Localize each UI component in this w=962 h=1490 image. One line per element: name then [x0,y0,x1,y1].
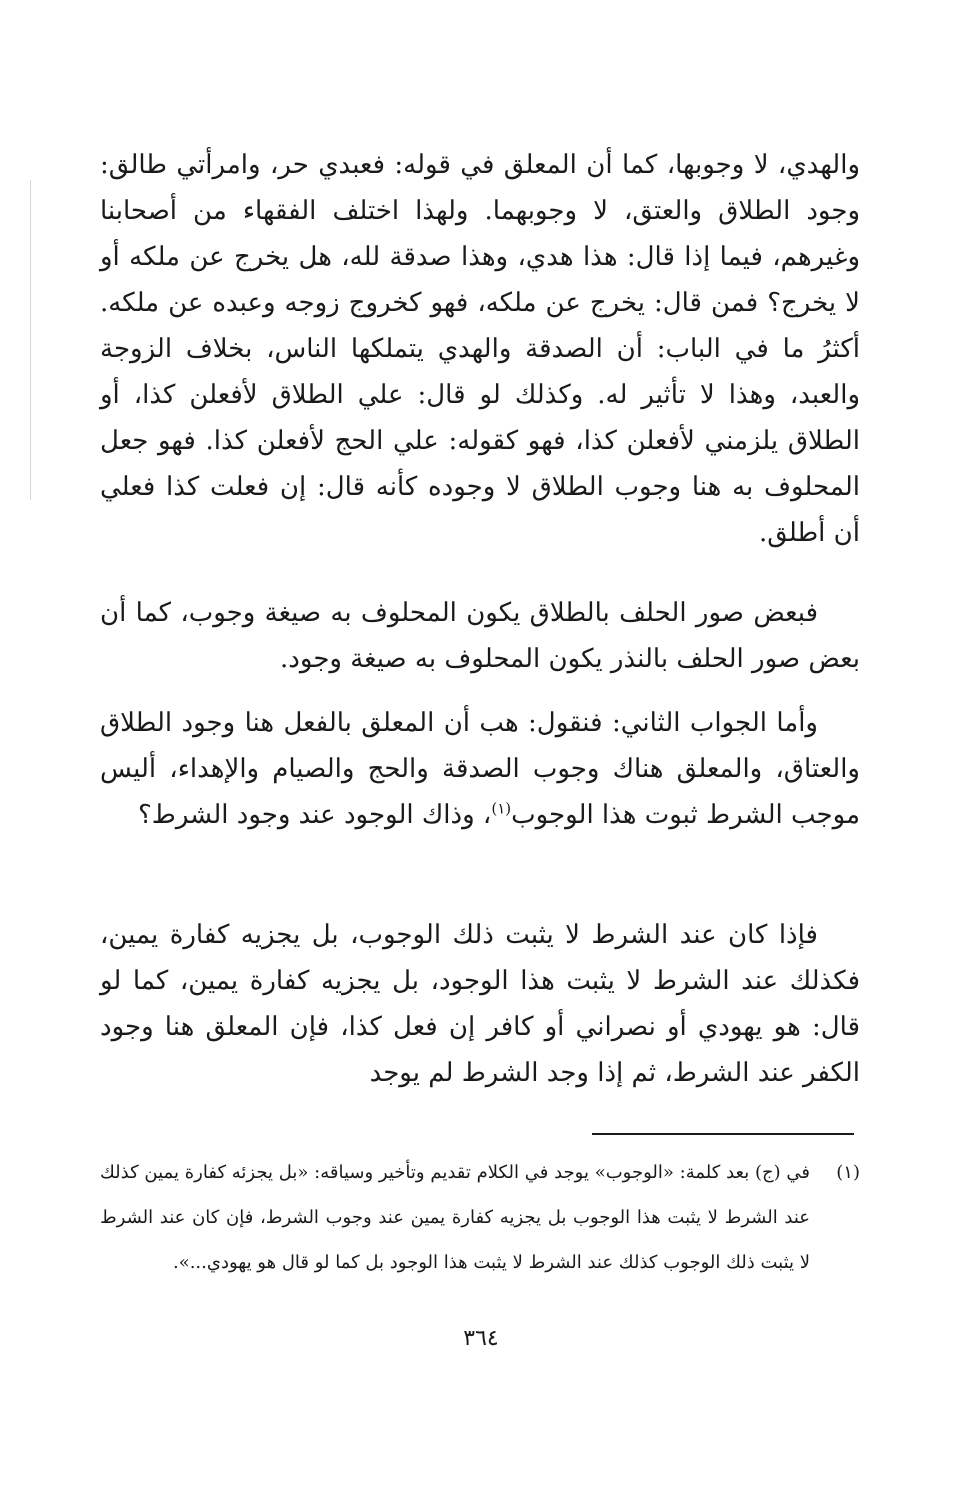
footnote-separator [592,1133,854,1135]
paragraph-2-text: فبعض صور الحلف بالطلاق يكون المحلوف به صيغة وجوب، كما أن بعض صور الحلف بالنذر يكون المحلوف به صيغة وجود. [100,598,860,674]
paragraph-3-after-ref: ، وذاك الوجود عند وجود الشرط؟ [137,800,492,830]
scan-margin-line [30,180,31,500]
paragraph-1 [100,142,860,556]
footnote-text: في (ج) بعد كلمة: «الوجوب» يوجد في الكلام تقديم وتأخير وسياقه: «بل يجزئه كفارة يمين كذلك عند الشرط لا يثبت هذا الوجوب بل يجزيه كفارة يمين عند وجوب الشرط، فإن كان عند الشرط لا يثبت ذلك الوجوب كذلك عند الشرط لا يثبت هذا الوجود بل كما لو قال هو يهودي...». [100,1162,810,1273]
page-number: ٣٦٤ [463,1326,499,1351]
footnote-reference[interactable]: (١) [491,799,512,818]
paragraph-3 [100,700,860,838]
paragraph-1-text: والهدي، لا وجوبها، كما أن المعلق في قوله: فعبدي حر، وامرأتي طالق: وجود الطلاق والعتق، لا وجوبهما. ولهذا اختلف الفقهاء من أصحابنا وغيرهم، فيما إذا قال: هذا هدي، وهذا صدقة لله، هل يخرج عن ملكه أو لا يخرج؟ فمن قال: يخرج عن ملكه، فهو كخروج زوجه وعبده عن ملكه. أكثرُ ما في الباب: أن الصدقة والهدي يتملكها الناس، بخلاف الزوجة والعبد، وهذا لا تأثير له. وكذلك لو قال: علي الطلاق لأفعلن كذا، أو الطلاق يلزمني لأفعلن كذا، فهو كقوله: علي الحج لأفعلن كذا. فهو جعل المحلوف به هنا وجوب الطلاق لا وجوده كأنه قال: إن فعلت كذا فعلي أن أطلق. [100,150,860,548]
paragraph-4-text: فإذا كان عند الشرط لا يثبت ذلك الوجوب، بل يجزيه كفارة يمين، فكذلك عند الشرط لا يثبت هذا الوجود، بل يجزيه كفارة يمين، كما لو قال: هو يهودي أو نصراني أو كافر إن فعل كذا، فإن المعلق هنا وجود الكفر عند الشرط، ثم إذا وجد الشرط لم يوجد [100,920,860,1088]
paragraph-3-text [100,700,860,838]
paragraph-4 [100,912,860,1096]
paragraph-2 [100,590,860,682]
footnote [100,1150,860,1285]
footnote-marker: (١) [836,1162,860,1183]
paragraph-3-before-ref: وأما الجواب الثاني: فنقول: هب أن المعلق بالفعل هنا وجود الطلاق والعتاق، والمعلق هناك وجوب الصدقة والحج والصيام والإهداء، أليس موجب الشرط ثبوت هذا الوجوب [100,708,860,830]
